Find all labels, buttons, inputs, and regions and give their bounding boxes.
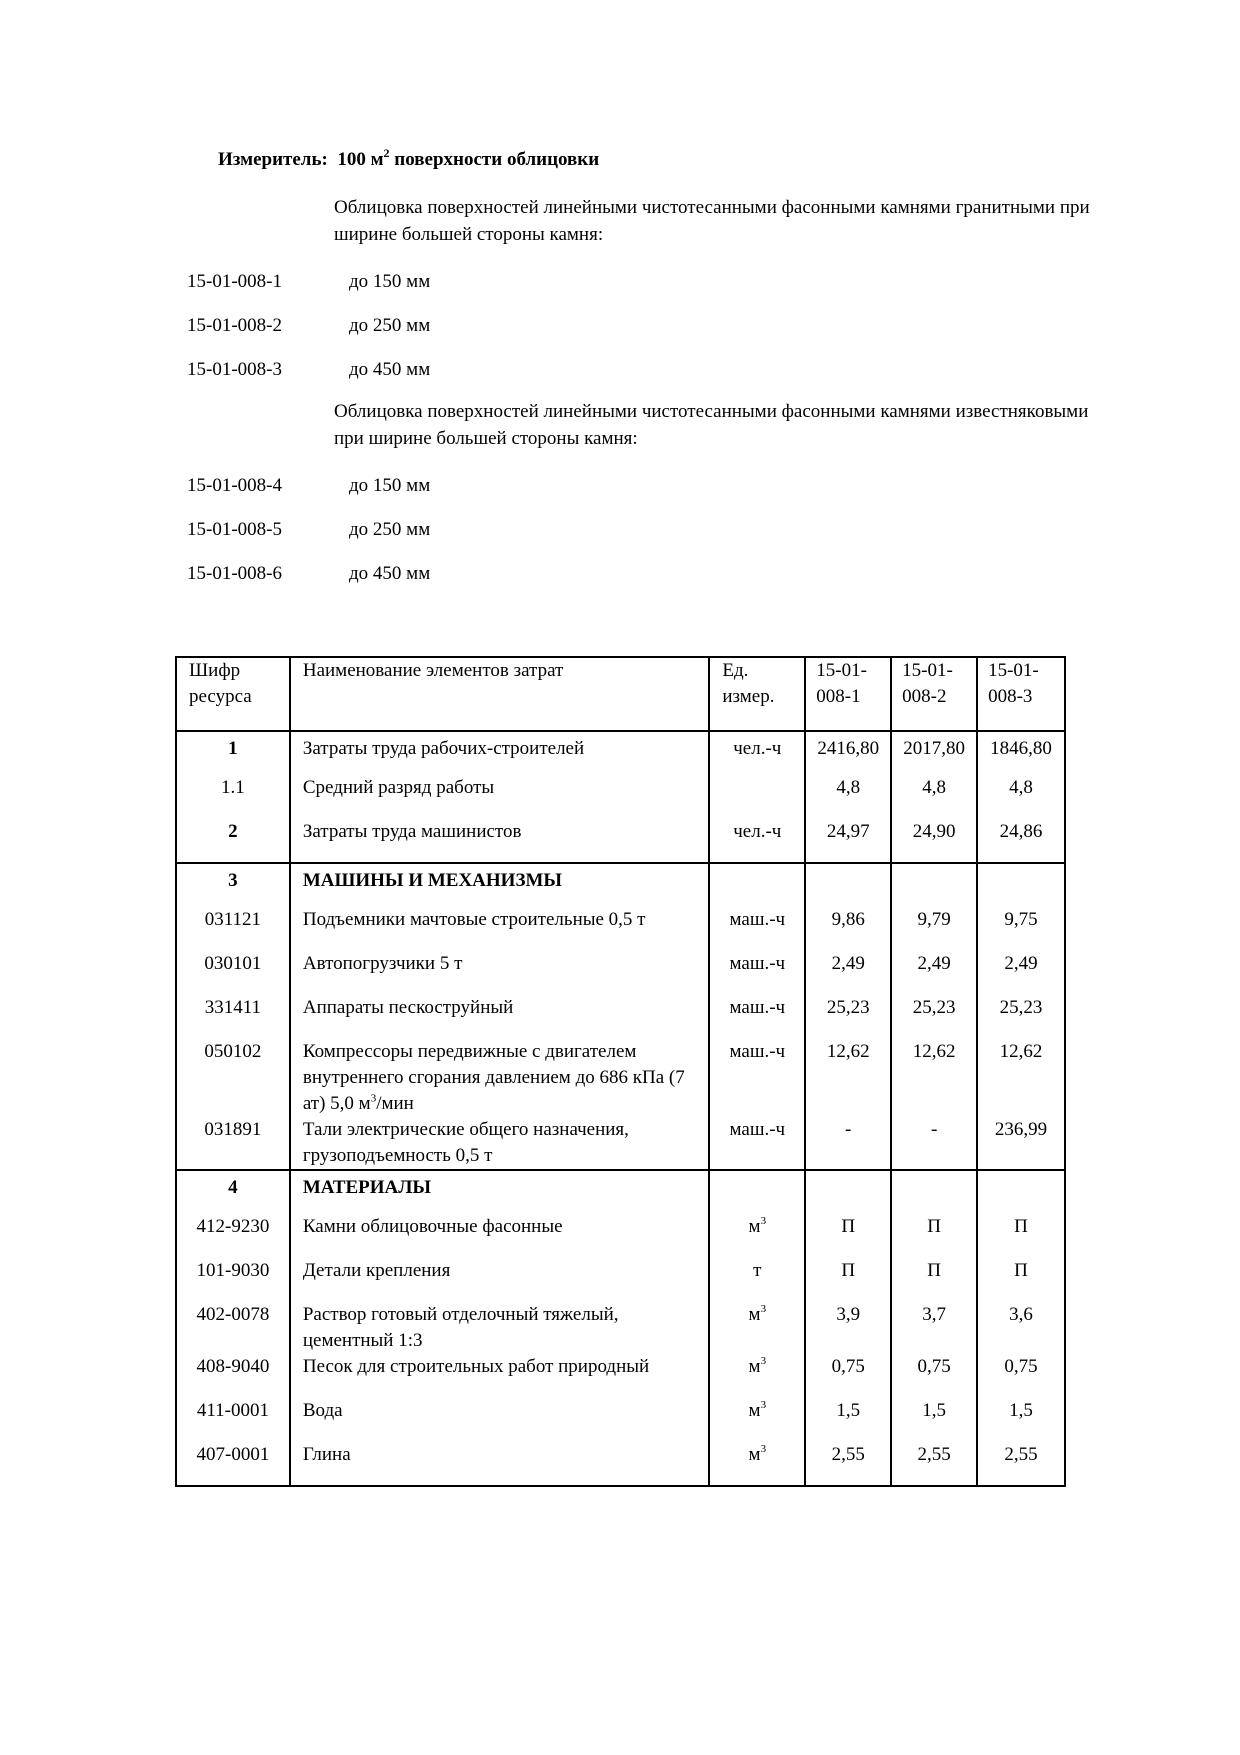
row-name-suffix: /мин [376, 1093, 414, 1114]
table-row [176, 1039, 1065, 1117]
row-name-sup: 3 [370, 1092, 377, 1105]
row-value-2: 3,7 [891, 1302, 977, 1354]
row-unit [709, 1354, 805, 1398]
row-code: 1.1 [176, 775, 290, 819]
row-name [290, 1039, 710, 1117]
unit-text: м [748, 1304, 761, 1325]
row-code: 101-9030 [176, 1258, 290, 1302]
row-code: 050102 [176, 1039, 290, 1117]
header-col-1: 15-01-008-1 [805, 657, 891, 731]
group2-item-2 [187, 518, 430, 542]
row-name: Камни облицовочные фасонные [290, 1214, 710, 1258]
group1-description: Облицовка поверхностей линейными чистотесанными фасонными камнями гранитными при ширине большей стороны камня: [334, 197, 1090, 245]
row-unit: чел.-ч [709, 819, 805, 863]
table-row [176, 819, 1065, 863]
row-value-1: 2,49 [805, 951, 891, 995]
row-value-3: П [977, 1258, 1065, 1302]
item-code: 15-01-008-6 [187, 563, 282, 584]
unit-sup: 3 [760, 1354, 767, 1367]
row-value-3: 1846,80 [977, 731, 1065, 775]
row-unit: маш.-ч [709, 995, 805, 1039]
row-code: 408-9040 [176, 1354, 290, 1398]
row-unit [709, 1398, 805, 1442]
header-unit: Ед. измер. [709, 657, 805, 731]
table-row [176, 775, 1065, 819]
row-code: 407-0001 [176, 1442, 290, 1486]
row-value-1: 12,62 [805, 1039, 891, 1117]
row-value-2: 9,79 [891, 907, 977, 951]
unit-text: м [748, 1356, 761, 1377]
row-name: Глина [290, 1442, 710, 1486]
row-value-3: 2,55 [977, 1442, 1065, 1486]
item-text: до 150 мм [349, 475, 431, 496]
row-value-3: 0,75 [977, 1354, 1065, 1398]
item-code: 15-01-008-1 [187, 271, 282, 292]
unit-text: м [748, 1216, 761, 1237]
row-unit [709, 775, 805, 819]
group1-item-1 [187, 270, 430, 294]
table-row [176, 951, 1065, 995]
table-row [176, 731, 1065, 775]
item-code: 15-01-008-2 [187, 315, 282, 336]
row-value-3: 2,49 [977, 951, 1065, 995]
row-value-1: П [805, 1258, 891, 1302]
group2-item-1 [187, 474, 430, 498]
row-value-3: 9,75 [977, 907, 1065, 951]
section-machines-row [176, 863, 1065, 907]
row-value-3: 3,6 [977, 1302, 1065, 1354]
item-text: до 450 мм [349, 359, 431, 380]
row-value-1: П [805, 1214, 891, 1258]
row-name: Затраты труда машинистов [290, 819, 710, 863]
row-unit: маш.-ч [709, 1117, 805, 1170]
section-title: МАТЕРИАЛЫ [290, 1170, 710, 1214]
row-value-2: 2,55 [891, 1442, 977, 1486]
row-value-3: 12,62 [977, 1039, 1065, 1117]
row-value-3: 236,99 [977, 1117, 1065, 1170]
row-unit [709, 1442, 805, 1486]
header-col-3: 15-01-008-3 [977, 657, 1065, 731]
row-unit: маш.-ч [709, 907, 805, 951]
row-unit: чел.-ч [709, 731, 805, 775]
row-name: Средний разряд работы [290, 775, 710, 819]
unit-sup: 3 [760, 1302, 767, 1315]
row-value-1: 25,23 [805, 995, 891, 1039]
row-value-3: П [977, 1214, 1065, 1258]
row-value-3: 4,8 [977, 775, 1065, 819]
item-text: до 250 мм [349, 315, 431, 336]
row-value-2: 25,23 [891, 995, 977, 1039]
table-row [176, 1442, 1065, 1486]
row-code: 2 [176, 819, 290, 863]
row-value-2: 4,8 [891, 775, 977, 819]
row-name: Затраты труда рабочих-строителей [290, 731, 710, 775]
row-code: 031121 [176, 907, 290, 951]
row-value-1: 4,8 [805, 775, 891, 819]
row-value-2: 24,90 [891, 819, 977, 863]
section-title: МАШИНЫ И МЕХАНИЗМЫ [290, 863, 710, 907]
measure-rest: поверхности облицовки [389, 149, 600, 170]
row-name-text: Компрессоры передвижные с двигателем внутреннего сгорания давлением до 686 кПа (7 ат) 5,0 м [302, 1041, 685, 1114]
row-value-2: - [891, 1117, 977, 1170]
resources-table [175, 656, 1066, 1487]
row-code: 402-0078 [176, 1302, 290, 1354]
table-row [176, 995, 1065, 1039]
item-code: 15-01-008-4 [187, 475, 282, 496]
row-value-2: 12,62 [891, 1039, 977, 1117]
measure-sup: 2 [383, 145, 390, 160]
row-value-1: 9,86 [805, 907, 891, 951]
item-code: 15-01-008-5 [187, 519, 282, 540]
unit-text: т [753, 1260, 762, 1281]
row-value-1: 24,97 [805, 819, 891, 863]
group2-description: Облицовка поверхностей линейными чистотесанными фасонными камнями известняковыми при ширине большей стороны камня: [334, 401, 1089, 449]
group1-item-3 [187, 358, 430, 382]
row-code: 331411 [176, 995, 290, 1039]
row-unit [709, 1258, 805, 1302]
row-value-2: П [891, 1258, 977, 1302]
row-value-1: 3,9 [805, 1302, 891, 1354]
item-text: до 450 мм [349, 563, 431, 584]
unit-sup: 3 [760, 1214, 767, 1227]
table-row [176, 1302, 1065, 1354]
row-value-3: 25,23 [977, 995, 1065, 1039]
row-value-2: 0,75 [891, 1354, 977, 1398]
row-value-1: 0,75 [805, 1354, 891, 1398]
row-code: 1 [176, 731, 290, 775]
row-value-2: 2017,80 [891, 731, 977, 775]
row-code: 412-9230 [176, 1214, 290, 1258]
item-text: до 150 мм [349, 271, 431, 292]
row-unit: маш.-ч [709, 951, 805, 995]
row-unit [709, 1214, 805, 1258]
row-unit: маш.-ч [709, 1039, 805, 1117]
row-value-1: 2416,80 [805, 731, 891, 775]
group2-item-3 [187, 562, 430, 586]
row-value-2: 1,5 [891, 1398, 977, 1442]
measure-label: Измеритель: [218, 149, 328, 170]
row-value-1: 1,5 [805, 1398, 891, 1442]
measure-value: 100 м [337, 149, 384, 170]
table-row [176, 1117, 1065, 1170]
row-value-1: 2,55 [805, 1442, 891, 1486]
row-name: Вода [290, 1398, 710, 1442]
group1-item-2 [187, 314, 430, 338]
row-code: 031891 [176, 1117, 290, 1170]
row-name: Песок для строительных работ природный [290, 1354, 710, 1398]
unit-text: м [748, 1444, 761, 1465]
row-name: Тали электрические общего назначения, грузоподъемность 0,5 т [290, 1117, 710, 1170]
row-name: Автопогрузчики 5 т [290, 951, 710, 995]
table-row [176, 1398, 1065, 1442]
row-code: 411-0001 [176, 1398, 290, 1442]
measure-line [218, 145, 600, 171]
row-value-3: 1,5 [977, 1398, 1065, 1442]
row-name: Аппараты пескоструйный [290, 995, 710, 1039]
row-name: Раствор готовый отделочный тяжелый, цементный 1:3 [290, 1302, 710, 1354]
table-row [176, 907, 1065, 951]
table-row [176, 1354, 1065, 1398]
row-value-2: 2,49 [891, 951, 977, 995]
row-code: 030101 [176, 951, 290, 995]
section-code: 3 [176, 863, 290, 907]
row-value-3: 24,86 [977, 819, 1065, 863]
header-code: Шифр ресурса [176, 657, 290, 731]
row-name: Подъемники мачтовые строительные 0,5 т [290, 907, 710, 951]
table-row [176, 1214, 1065, 1258]
table-row [176, 1258, 1065, 1302]
row-name: Детали крепления [290, 1258, 710, 1302]
row-value-2: П [891, 1214, 977, 1258]
section-code: 4 [176, 1170, 290, 1214]
item-text: до 250 мм [349, 519, 431, 540]
table-header-row [176, 657, 1065, 731]
unit-text: м [748, 1400, 761, 1421]
unit-sup: 3 [760, 1398, 767, 1411]
row-unit [709, 1302, 805, 1354]
row-value-1: - [805, 1117, 891, 1170]
header-name: Наименование элементов затрат [290, 657, 710, 731]
item-code: 15-01-008-3 [187, 359, 282, 380]
header-col-2: 15-01-008-2 [891, 657, 977, 731]
unit-sup: 3 [760, 1442, 767, 1455]
section-materials-row [176, 1170, 1065, 1214]
